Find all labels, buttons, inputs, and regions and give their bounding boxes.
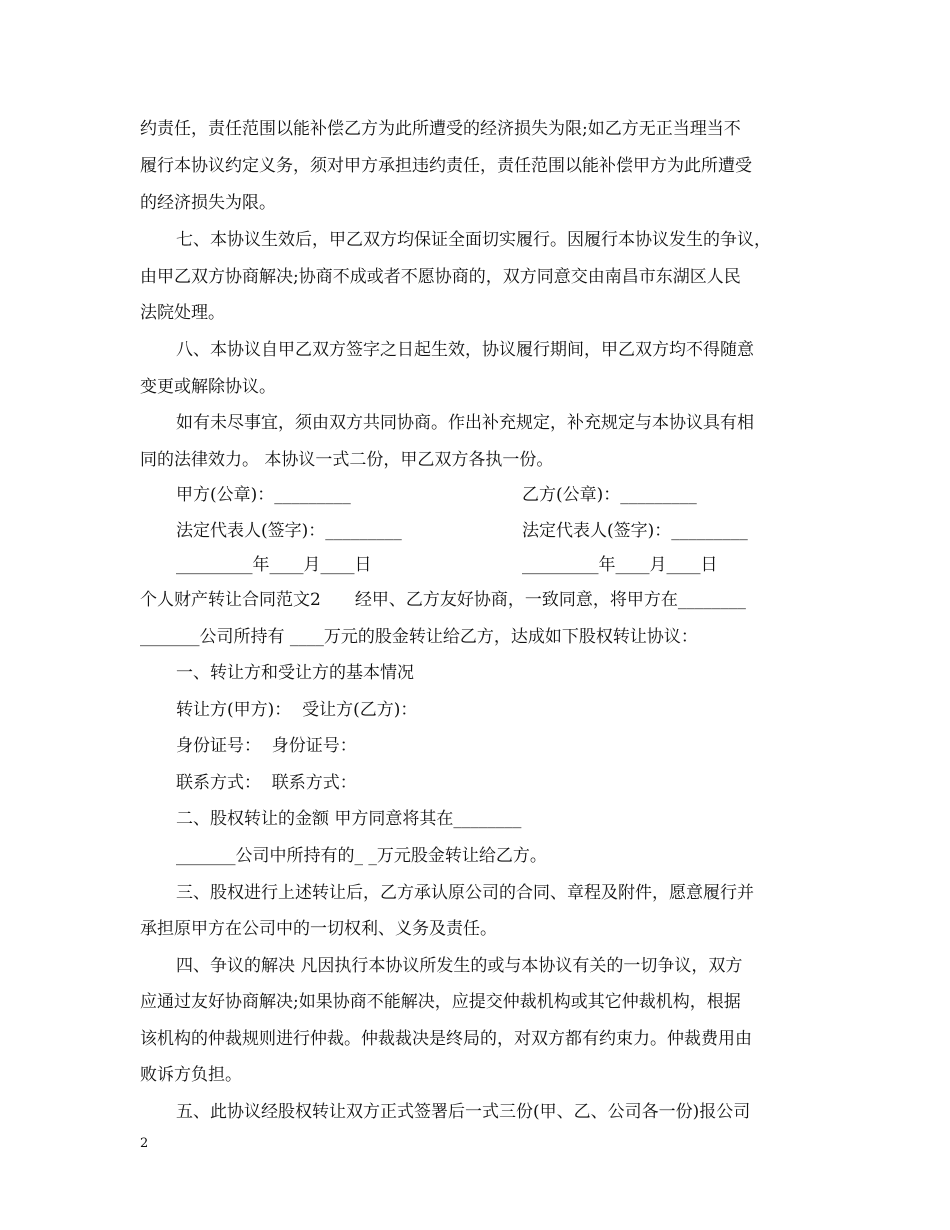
paragraph-line: _______公司中所持有的_ _万元股金转让给乙方。 — [176, 846, 547, 866]
paragraph-line: 如有未尽事宜，须由双方共同协商。作出补充规定，补充规定与本协议具有相 — [176, 413, 754, 433]
paragraph-line: 承担原甲方在公司中的一切权利、义务及责任。 — [140, 919, 497, 939]
paragraph-line: _______公司所持有 ____万元的股金转让给乙方，达成如下股权转让协议： — [140, 627, 698, 647]
paragraph-line: 一、转让方和受让方的基本情况 — [176, 663, 414, 683]
paragraph-line: 变更或解除协议。 — [140, 377, 276, 397]
paragraph-line: 五、此协议经股权转让双方正式签署后一式三份(甲、乙、公司各一份)报公司 — [176, 1102, 751, 1122]
paragraph-line: 由甲乙双方协商解决;协商不成或者不愿协商的，双方同意交由南昌市东湖区人民 — [140, 267, 741, 287]
paragraph-line: 应通过友好协商解决;如果协商不能解决，应提交仲裁机构或其它仲裁机构，根据 — [140, 992, 741, 1012]
paragraph-line: 约责任，责任范围以能补偿乙方为此所遭受的经济损失为限;如乙方无正当理当不 — [140, 119, 741, 139]
paragraph-line: 三、股权进行上述转让后，乙方承认原公司的合同、章程及附件，愿意履行并 — [176, 883, 754, 903]
paragraph-line: 联系方式： 联系方式： — [176, 773, 357, 793]
paragraph-line: 四、争议的解决 凡因执行本协议所发生的或与本协议有关的一切争议，双方 — [176, 956, 743, 976]
section-heading-line: 个人财产转让合同范文2 经甲、乙方友好协商，一致同意，将甲方在________ — [140, 590, 746, 610]
party-a-representative: 法定代表人(签字)：_________ — [176, 521, 402, 541]
paragraph-line: 二、股权转让的金额 甲方同意将其在________ — [176, 809, 522, 829]
party-a-seal: 甲方(公章)：_________ — [176, 485, 351, 505]
paragraph-line: 败诉方负担。 — [140, 1065, 242, 1085]
paragraph-line: 该机构的仲裁规则进行仲裁。仲裁裁决是终局的，对双方都有约束力。仲裁费用由 — [140, 1029, 752, 1049]
paragraph-line: 法院处理。 — [140, 303, 225, 323]
paragraph-line: 身份证号： 身份证号： — [176, 736, 357, 756]
paragraph-line: 七、本协议生效后，甲乙双方均保证全面切实履行。因履行本协议发生的争议， — [176, 230, 771, 250]
party-a-date: _________年____月____日 — [176, 555, 372, 575]
party-b-date: _________年____月____日 — [522, 555, 718, 575]
party-b-seal: 乙方(公章)：_________ — [522, 485, 697, 505]
paragraph-line: 转让方(甲方)： 受让方(乙方)： — [176, 700, 418, 720]
paragraph-line: 八、本协议自甲乙双方签字之日起生效，协议履行期间，甲乙双方均不得随意 — [176, 340, 754, 360]
party-b-representative: 法定代表人(签字)：_________ — [522, 521, 748, 541]
paragraph-line: 的经济损失为限。 — [140, 193, 276, 213]
paragraph-line: 同的法律效力。 本协议一式二份，甲乙双方各执一份。 — [140, 450, 554, 470]
paragraph-line: 履行本协议约定义务，须对甲方承担违约责任，责任范围以能补偿甲方为此所遭受 — [140, 156, 752, 176]
page-number: 2 — [140, 1136, 149, 1151]
